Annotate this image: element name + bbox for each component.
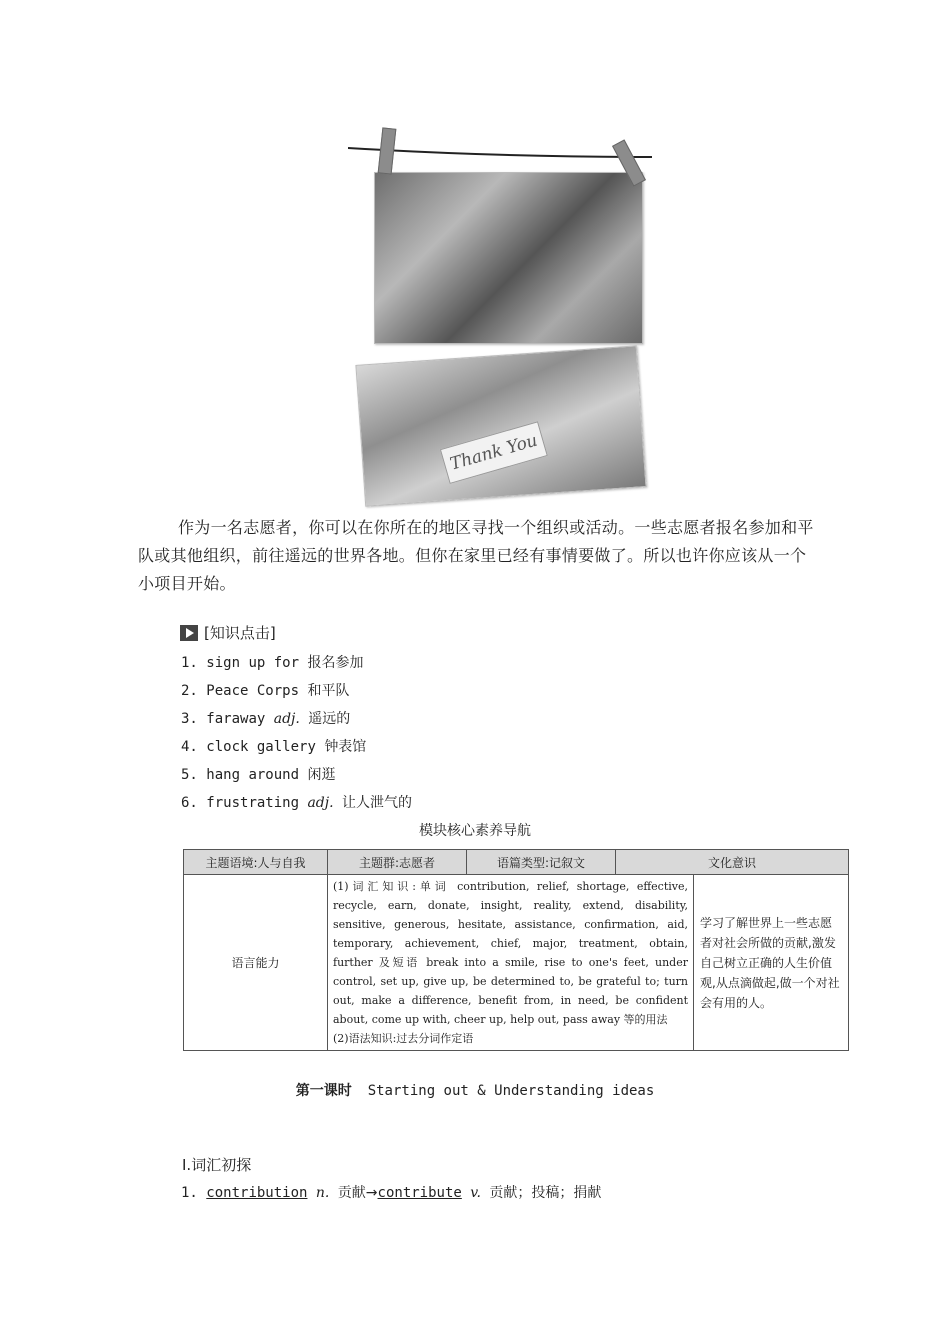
vocab-item: 1. contribution n. 贡献→contribute v. 贡献；投稿；捐献 <box>181 1185 602 1201</box>
knowledge-heading-label: [知识点击] <box>204 624 276 642</box>
list-item: 4. clock gallery 钟表馆 <box>181 739 367 755</box>
knowledge-heading <box>180 622 276 643</box>
list-item: 6. frustrating adj. 让人泄气的 <box>181 795 412 811</box>
core-competency-table <box>183 849 849 1051</box>
play-icon <box>180 625 198 641</box>
table-title: 模块核心素养导航 <box>419 823 531 839</box>
list-item: 5. hang around 闲逛 <box>181 767 336 783</box>
table-header-cell: 主题语境:人与自我 <box>184 850 328 875</box>
table-header-cell: 语篇类型:记叙文 <box>467 850 616 875</box>
list-item: 3. faraway adj. 遥远的 <box>181 711 351 727</box>
culture-content: 学习了解世界上一些志愿者对社会所做的贡献,激发自己树立正确的人生价值观,从点滴做起,做一个对社会有用的人。 <box>700 915 840 1010</box>
section-heading: Ⅰ.词汇初探 <box>182 1156 252 1174</box>
lesson-title: 第一课时 Starting out & Understanding ideas <box>295 1083 655 1099</box>
table-row <box>184 875 849 1051</box>
row-label: 语言能力 <box>184 875 328 1051</box>
intro-paragraph: 作为一名志愿者，你可以在你所在的地区寻找一个组织或活动。一些志愿者报名参加和平队或其他组织，前往遥远的世界各地。但你在家里已经有事情要做了。所以也许你应该从一个小项目开始。 <box>138 518 814 593</box>
table-header-cell: 文化意识 <box>616 850 849 875</box>
table-header-cell: 主题群:志愿者 <box>328 850 467 875</box>
language-content: (1)词汇知识:单词 contribution, relief, shortage, effective, recycle, earn, donate, insight, reality, extend, disability, sensitive, generous, hesitate, assistance, confirmation, aid, temporary, achievement, chief, major, treatment, obtain, further 及短语 break into a smile, rise to one's feet, under control, set up, give up, be determined to, be grateful to; turn out, make a difference, benefit from, in need, be confident about, come up with, cheer up, help out, pass away 等的用法 (2)语法知识:过去分词作定语 <box>328 875 694 1050</box>
clothespin-icon <box>378 127 397 174</box>
volunteers-photo <box>374 172 643 344</box>
thank-you-card: Thank You <box>440 421 548 484</box>
family-photo <box>355 345 646 506</box>
list-item: 1. sign up for 报名参加 <box>181 655 364 671</box>
table-header-row <box>184 850 849 875</box>
list-item: 2. Peace Corps 和平队 <box>181 683 350 699</box>
